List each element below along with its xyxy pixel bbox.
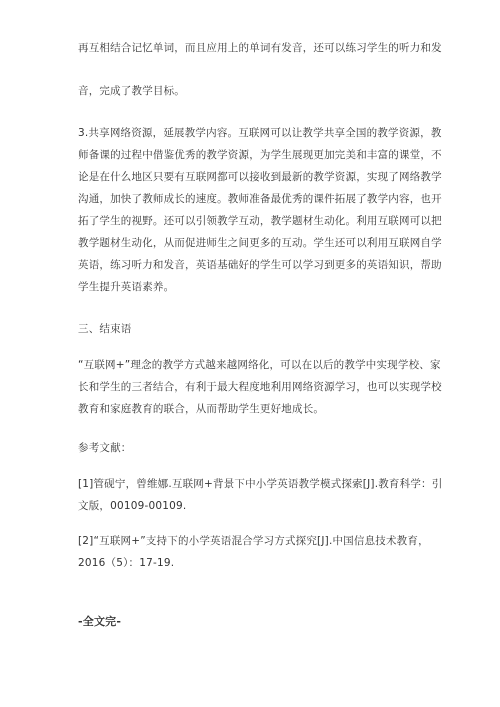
body-text-line: 拓了学生的视野。还可以引领教学互动，教学题材生动化。利用互联网可以把 bbox=[78, 215, 442, 227]
reference-item-line: [2]“互联网+”支持下的小学英语混合学习方式探究[J].中国信息技术教育， bbox=[78, 535, 429, 547]
body-text-line: 师备课的过程中借鉴优秀的教学资源，为学生展现更加完美和丰富的课堂，不 bbox=[78, 149, 442, 161]
body-text-line: “互联网+”理念的教学方式越来越网络化，可以在以后的教学中实现学校、家 bbox=[78, 359, 441, 371]
body-text-line: 学生提升英语素养。 bbox=[78, 281, 175, 293]
body-text-line: 再互相结合记忆单词，而且应用上的单词有发音，还可以练习学生的听力和发 bbox=[78, 42, 442, 54]
section-heading: 三、结束语 bbox=[78, 323, 132, 335]
body-text-line: 长和学生的三者结合，有利于最大程度地利用网络资源学习，也可以实现学校 bbox=[78, 381, 442, 393]
body-text-line: 沟通，加快了教师成长的速度。教师准备最优秀的课件拓展了教学内容，也开 bbox=[78, 193, 442, 205]
body-text-line: 音，完成了教学目标。 bbox=[78, 85, 185, 97]
references-heading: 参考文献： bbox=[78, 442, 132, 454]
reference-item-line: 2016（5）：17-19. bbox=[78, 557, 175, 569]
body-text-line: 3.共享网络资源，延展教学内容。互联网可以让教学共享全国的教学资源，教 bbox=[78, 127, 442, 139]
reference-item-line: [1]管砚宁，曾维娜.互联网+背景下中小学英语教学模式探索[J].教育科学：引 bbox=[78, 478, 443, 490]
body-text-line: 论是在什么地区只要有互联网都可以接收到最新的教学资源，实现了网络教学 bbox=[78, 171, 442, 183]
body-text-line: 教育和家庭教育的联合，从而帮助学生更好地成长。 bbox=[78, 403, 325, 415]
reference-item-line: 文版，00109-00109. bbox=[78, 500, 187, 512]
end-of-article-mark: -全文完- bbox=[78, 615, 122, 628]
body-text-line: 教学题材生动化，从而促进师生之间更多的互动。学生还可以利用互联网自学 bbox=[78, 237, 442, 249]
body-text-line: 英语，练习听力和发音，英语基础好的学生可以学习到更多的英语知识，帮助 bbox=[78, 259, 442, 271]
